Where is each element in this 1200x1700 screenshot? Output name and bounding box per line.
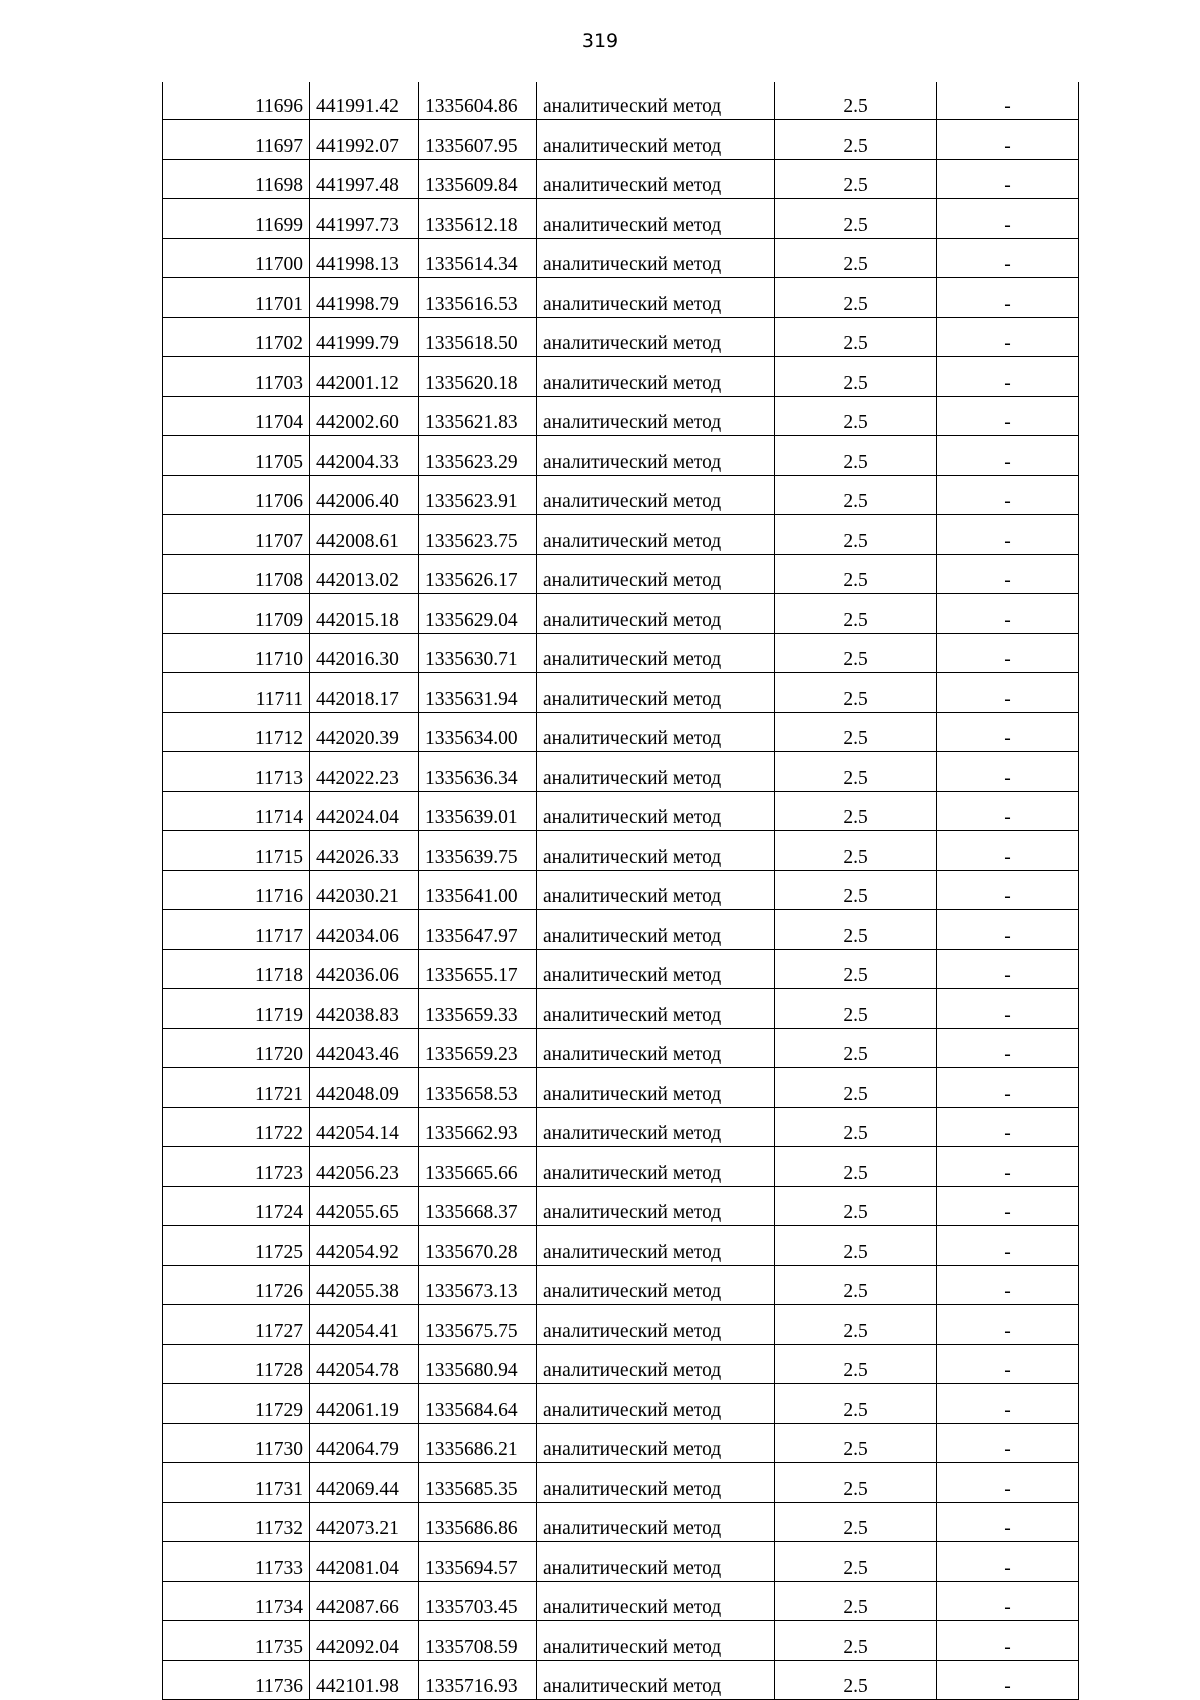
method-cell: аналитический метод [537,673,775,713]
point-number-cell: 11727 [163,1305,310,1345]
accuracy-cell: 2.5 [775,1305,937,1345]
method-cell: аналитический метод [537,159,775,199]
table-row [163,1384,1079,1424]
note-cell: - [937,1147,1079,1187]
table-row [163,357,1079,397]
point-number-cell: 11734 [163,1581,310,1621]
x-coordinate-cell: 442022.23 [310,752,419,792]
point-number-cell: 11709 [163,594,310,634]
accuracy-cell: 2.5 [775,1581,937,1621]
note-cell: - [937,1581,1079,1621]
table-row [163,1581,1079,1621]
y-coordinate-cell: 1335680.94 [419,1344,537,1384]
x-coordinate-cell: 441997.73 [310,199,419,239]
accuracy-cell: 2.5 [775,1384,937,1424]
method-cell: аналитический метод [537,1542,775,1582]
accuracy-cell: 2.5 [775,515,937,555]
x-coordinate-cell: 442054.14 [310,1107,419,1147]
point-number-cell: 11721 [163,1068,310,1108]
y-coordinate-cell: 1335616.53 [419,278,537,318]
y-coordinate-cell: 1335659.33 [419,989,537,1029]
table-body [163,82,1079,1700]
accuracy-cell: 2.5 [775,1107,937,1147]
accuracy-cell: 2.5 [775,1621,937,1661]
method-cell: аналитический метод [537,1621,775,1661]
accuracy-cell: 2.5 [775,870,937,910]
point-number-cell: 11711 [163,673,310,713]
method-cell: аналитический метод [537,1344,775,1384]
table-row [163,278,1079,318]
x-coordinate-cell: 442016.30 [310,633,419,673]
note-cell: - [937,515,1079,555]
x-coordinate-cell: 442001.12 [310,357,419,397]
y-coordinate-cell: 1335716.93 [419,1660,537,1700]
y-coordinate-cell: 1335629.04 [419,594,537,634]
table-row [163,831,1079,871]
note-cell: - [937,1028,1079,1068]
point-number-cell: 11732 [163,1502,310,1542]
accuracy-cell: 2.5 [775,633,937,673]
accuracy-cell: 2.5 [775,436,937,476]
note-cell: - [937,594,1079,634]
note-cell: - [937,475,1079,515]
table-row [163,1423,1079,1463]
x-coordinate-cell: 442073.21 [310,1502,419,1542]
note-cell: - [937,1463,1079,1503]
point-number-cell: 11728 [163,1344,310,1384]
table-row [163,475,1079,515]
point-number-cell: 11722 [163,1107,310,1147]
accuracy-cell: 2.5 [775,949,937,989]
point-number-cell: 11700 [163,238,310,278]
table-row [163,1621,1079,1661]
y-coordinate-cell: 1335668.37 [419,1186,537,1226]
x-coordinate-cell: 442038.83 [310,989,419,1029]
y-coordinate-cell: 1335686.21 [419,1423,537,1463]
method-cell: аналитический метод [537,1384,775,1424]
table-row [163,436,1079,476]
accuracy-cell: 2.5 [775,396,937,436]
x-coordinate-cell: 442034.06 [310,910,419,950]
y-coordinate-cell: 1335639.01 [419,791,537,831]
x-coordinate-cell: 442092.04 [310,1621,419,1661]
point-number-cell: 11708 [163,554,310,594]
y-coordinate-cell: 1335621.83 [419,396,537,436]
point-number-cell: 11720 [163,1028,310,1068]
note-cell: - [937,752,1079,792]
point-number-cell: 11697 [163,120,310,160]
y-coordinate-cell: 1335630.71 [419,633,537,673]
x-coordinate-cell: 441999.79 [310,317,419,357]
table-row [163,199,1079,239]
accuracy-cell: 2.5 [775,1186,937,1226]
note-cell: - [937,1186,1079,1226]
point-number-cell: 11717 [163,910,310,950]
accuracy-cell: 2.5 [775,1660,937,1700]
method-cell: аналитический метод [537,752,775,792]
accuracy-cell: 2.5 [775,1344,937,1384]
note-cell: - [937,1542,1079,1582]
point-number-cell: 11714 [163,791,310,831]
x-coordinate-cell: 441991.42 [310,82,419,120]
point-number-cell: 11735 [163,1621,310,1661]
table-row [163,1542,1079,1582]
table-row [163,238,1079,278]
point-number-cell: 11729 [163,1384,310,1424]
accuracy-cell: 2.5 [775,1068,937,1108]
point-number-cell: 11696 [163,82,310,120]
table-row [163,1028,1079,1068]
note-cell: - [937,396,1079,436]
note-cell: - [937,1423,1079,1463]
y-coordinate-cell: 1335694.57 [419,1542,537,1582]
y-coordinate-cell: 1335670.28 [419,1226,537,1266]
accuracy-cell: 2.5 [775,791,937,831]
y-coordinate-cell: 1335641.00 [419,870,537,910]
x-coordinate-cell: 441998.13 [310,238,419,278]
x-coordinate-cell: 442015.18 [310,594,419,634]
y-coordinate-cell: 1335623.91 [419,475,537,515]
accuracy-cell: 2.5 [775,989,937,1029]
point-number-cell: 11733 [163,1542,310,1582]
accuracy-cell: 2.5 [775,1423,937,1463]
method-cell: аналитический метод [537,633,775,673]
point-number-cell: 11703 [163,357,310,397]
note-cell: - [937,1384,1079,1424]
method-cell: аналитический метод [537,831,775,871]
x-coordinate-cell: 442054.41 [310,1305,419,1345]
point-number-cell: 11712 [163,712,310,752]
method-cell: аналитический метод [537,199,775,239]
x-coordinate-cell: 442054.78 [310,1344,419,1384]
point-number-cell: 11704 [163,396,310,436]
note-cell: - [937,199,1079,239]
note-cell: - [937,1226,1079,1266]
point-number-cell: 11726 [163,1265,310,1305]
point-number-cell: 11705 [163,436,310,476]
table-row [163,1344,1079,1384]
method-cell: аналитический метод [537,554,775,594]
y-coordinate-cell: 1335618.50 [419,317,537,357]
table-row [163,752,1079,792]
y-coordinate-cell: 1335612.18 [419,199,537,239]
accuracy-cell: 2.5 [775,120,937,160]
point-number-cell: 11710 [163,633,310,673]
x-coordinate-cell: 441998.79 [310,278,419,318]
accuracy-cell: 2.5 [775,475,937,515]
table-row [163,712,1079,752]
y-coordinate-cell: 1335708.59 [419,1621,537,1661]
point-number-cell: 11730 [163,1423,310,1463]
note-cell: - [937,1305,1079,1345]
accuracy-cell: 2.5 [775,1028,937,1068]
method-cell: аналитический метод [537,949,775,989]
y-coordinate-cell: 1335614.34 [419,238,537,278]
point-number-cell: 11724 [163,1186,310,1226]
table-row [163,673,1079,713]
method-cell: аналитический метод [537,436,775,476]
y-coordinate-cell: 1335685.35 [419,1463,537,1503]
x-coordinate-cell: 442030.21 [310,870,419,910]
note-cell: - [937,1621,1079,1661]
x-coordinate-cell: 442013.02 [310,554,419,594]
y-coordinate-cell: 1335647.97 [419,910,537,950]
note-cell: - [937,1107,1079,1147]
accuracy-cell: 2.5 [775,1542,937,1582]
y-coordinate-cell: 1335623.29 [419,436,537,476]
y-coordinate-cell: 1335604.86 [419,82,537,120]
method-cell: аналитический метод [537,396,775,436]
note-cell: - [937,1265,1079,1305]
x-coordinate-cell: 441997.48 [310,159,419,199]
accuracy-cell: 2.5 [775,831,937,871]
table-row [163,1265,1079,1305]
y-coordinate-cell: 1335631.94 [419,673,537,713]
y-coordinate-cell: 1335703.45 [419,1581,537,1621]
accuracy-cell: 2.5 [775,1147,937,1187]
table-row [163,1226,1079,1266]
accuracy-cell: 2.5 [775,1463,937,1503]
method-cell: аналитический метод [537,870,775,910]
y-coordinate-cell: 1335609.84 [419,159,537,199]
table-row [163,910,1079,950]
method-cell: аналитический метод [537,1107,775,1147]
point-number-cell: 11725 [163,1226,310,1266]
x-coordinate-cell: 442054.92 [310,1226,419,1266]
table-row [163,82,1079,120]
note-cell: - [937,1502,1079,1542]
note-cell: - [937,989,1079,1029]
note-cell: - [937,949,1079,989]
y-coordinate-cell: 1335658.53 [419,1068,537,1108]
point-number-cell: 11736 [163,1660,310,1700]
x-coordinate-cell: 442006.40 [310,475,419,515]
method-cell: аналитический метод [537,910,775,950]
note-cell: - [937,357,1079,397]
x-coordinate-cell: 442081.04 [310,1542,419,1582]
method-cell: аналитический метод [537,1028,775,1068]
accuracy-cell: 2.5 [775,199,937,239]
table-row [163,317,1079,357]
note-cell: - [937,870,1079,910]
method-cell: аналитический метод [537,712,775,752]
x-coordinate-cell: 442087.66 [310,1581,419,1621]
x-coordinate-cell: 442036.06 [310,949,419,989]
page-number: 319 [581,30,619,52]
y-coordinate-cell: 1335686.86 [419,1502,537,1542]
table-row [163,554,1079,594]
x-coordinate-cell: 441992.07 [310,120,419,160]
y-coordinate-cell: 1335639.75 [419,831,537,871]
accuracy-cell: 2.5 [775,1226,937,1266]
accuracy-cell: 2.5 [775,910,937,950]
note-cell: - [937,673,1079,713]
accuracy-cell: 2.5 [775,238,937,278]
x-coordinate-cell: 442018.17 [310,673,419,713]
method-cell: аналитический метод [537,1502,775,1542]
table-row [163,1068,1079,1108]
y-coordinate-cell: 1335620.18 [419,357,537,397]
point-number-cell: 11707 [163,515,310,555]
note-cell: - [937,238,1079,278]
x-coordinate-cell: 442004.33 [310,436,419,476]
point-number-cell: 11713 [163,752,310,792]
method-cell: аналитический метод [537,278,775,318]
method-cell: аналитический метод [537,515,775,555]
note-cell: - [937,791,1079,831]
note-cell: - [937,1344,1079,1384]
note-cell: - [937,554,1079,594]
method-cell: аналитический метод [537,1660,775,1700]
note-cell: - [937,278,1079,318]
point-number-cell: 11698 [163,159,310,199]
point-number-cell: 11701 [163,278,310,318]
table-row [163,1463,1079,1503]
table-row [163,396,1079,436]
table-row [163,120,1079,160]
method-cell: аналитический метод [537,120,775,160]
y-coordinate-cell: 1335684.64 [419,1384,537,1424]
table-row [163,1305,1079,1345]
table-row [163,989,1079,1029]
y-coordinate-cell: 1335662.93 [419,1107,537,1147]
point-number-cell: 11699 [163,199,310,239]
table-row [163,1186,1079,1226]
table-row [163,1147,1079,1187]
x-coordinate-cell: 442048.09 [310,1068,419,1108]
note-cell: - [937,1068,1079,1108]
note-cell: - [937,831,1079,871]
method-cell: аналитический метод [537,1265,775,1305]
point-number-cell: 11706 [163,475,310,515]
note-cell: - [937,910,1079,950]
note-cell: - [937,436,1079,476]
x-coordinate-cell: 442055.65 [310,1186,419,1226]
note-cell: - [937,712,1079,752]
y-coordinate-cell: 1335623.75 [419,515,537,555]
method-cell: аналитический метод [537,989,775,1029]
x-coordinate-cell: 442026.33 [310,831,419,871]
x-coordinate-cell: 442008.61 [310,515,419,555]
method-cell: аналитический метод [537,1226,775,1266]
y-coordinate-cell: 1335659.23 [419,1028,537,1068]
y-coordinate-cell: 1335626.17 [419,554,537,594]
method-cell: аналитический метод [537,1423,775,1463]
x-coordinate-cell: 442020.39 [310,712,419,752]
method-cell: аналитический метод [537,1305,775,1345]
y-coordinate-cell: 1335636.34 [419,752,537,792]
accuracy-cell: 2.5 [775,278,937,318]
x-coordinate-cell: 442056.23 [310,1147,419,1187]
note-cell: - [937,633,1079,673]
note-cell: - [937,1660,1079,1700]
table-row [163,633,1079,673]
method-cell: аналитический метод [537,594,775,634]
table-row [163,159,1079,199]
table-row [163,1660,1079,1700]
accuracy-cell: 2.5 [775,1265,937,1305]
table-row [163,1107,1079,1147]
note-cell: - [937,317,1079,357]
table-row [163,594,1079,634]
x-coordinate-cell: 442002.60 [310,396,419,436]
point-number-cell: 11716 [163,870,310,910]
accuracy-cell: 2.5 [775,357,937,397]
point-number-cell: 11719 [163,989,310,1029]
y-coordinate-cell: 1335675.75 [419,1305,537,1345]
y-coordinate-cell: 1335607.95 [419,120,537,160]
accuracy-cell: 2.5 [775,317,937,357]
accuracy-cell: 2.5 [775,1502,937,1542]
point-number-cell: 11731 [163,1463,310,1503]
x-coordinate-cell: 442055.38 [310,1265,419,1305]
y-coordinate-cell: 1335634.00 [419,712,537,752]
method-cell: аналитический метод [537,1581,775,1621]
accuracy-cell: 2.5 [775,159,937,199]
method-cell: аналитический метод [537,791,775,831]
method-cell: аналитический метод [537,1068,775,1108]
method-cell: аналитический метод [537,82,775,120]
accuracy-cell: 2.5 [775,752,937,792]
accuracy-cell: 2.5 [775,594,937,634]
note-cell: - [937,120,1079,160]
x-coordinate-cell: 442101.98 [310,1660,419,1700]
point-number-cell: 11723 [163,1147,310,1187]
method-cell: аналитический метод [537,475,775,515]
coordinates-table [162,82,1079,1700]
table-row [163,949,1079,989]
x-coordinate-cell: 442064.79 [310,1423,419,1463]
x-coordinate-cell: 442024.04 [310,791,419,831]
method-cell: аналитический метод [537,238,775,278]
method-cell: аналитический метод [537,317,775,357]
table-row [163,1502,1079,1542]
x-coordinate-cell: 442069.44 [310,1463,419,1503]
x-coordinate-cell: 442043.46 [310,1028,419,1068]
accuracy-cell: 2.5 [775,82,937,120]
y-coordinate-cell: 1335665.66 [419,1147,537,1187]
note-cell: - [937,159,1079,199]
y-coordinate-cell: 1335655.17 [419,949,537,989]
table-row [163,870,1079,910]
table-row [163,515,1079,555]
x-coordinate-cell: 442061.19 [310,1384,419,1424]
method-cell: аналитический метод [537,1186,775,1226]
table-row [163,791,1079,831]
point-number-cell: 11715 [163,831,310,871]
note-cell: - [937,82,1079,120]
y-coordinate-cell: 1335673.13 [419,1265,537,1305]
method-cell: аналитический метод [537,357,775,397]
accuracy-cell: 2.5 [775,673,937,713]
point-number-cell: 11702 [163,317,310,357]
method-cell: аналитический метод [537,1463,775,1503]
point-number-cell: 11718 [163,949,310,989]
accuracy-cell: 2.5 [775,712,937,752]
method-cell: аналитический метод [537,1147,775,1187]
accuracy-cell: 2.5 [775,554,937,594]
